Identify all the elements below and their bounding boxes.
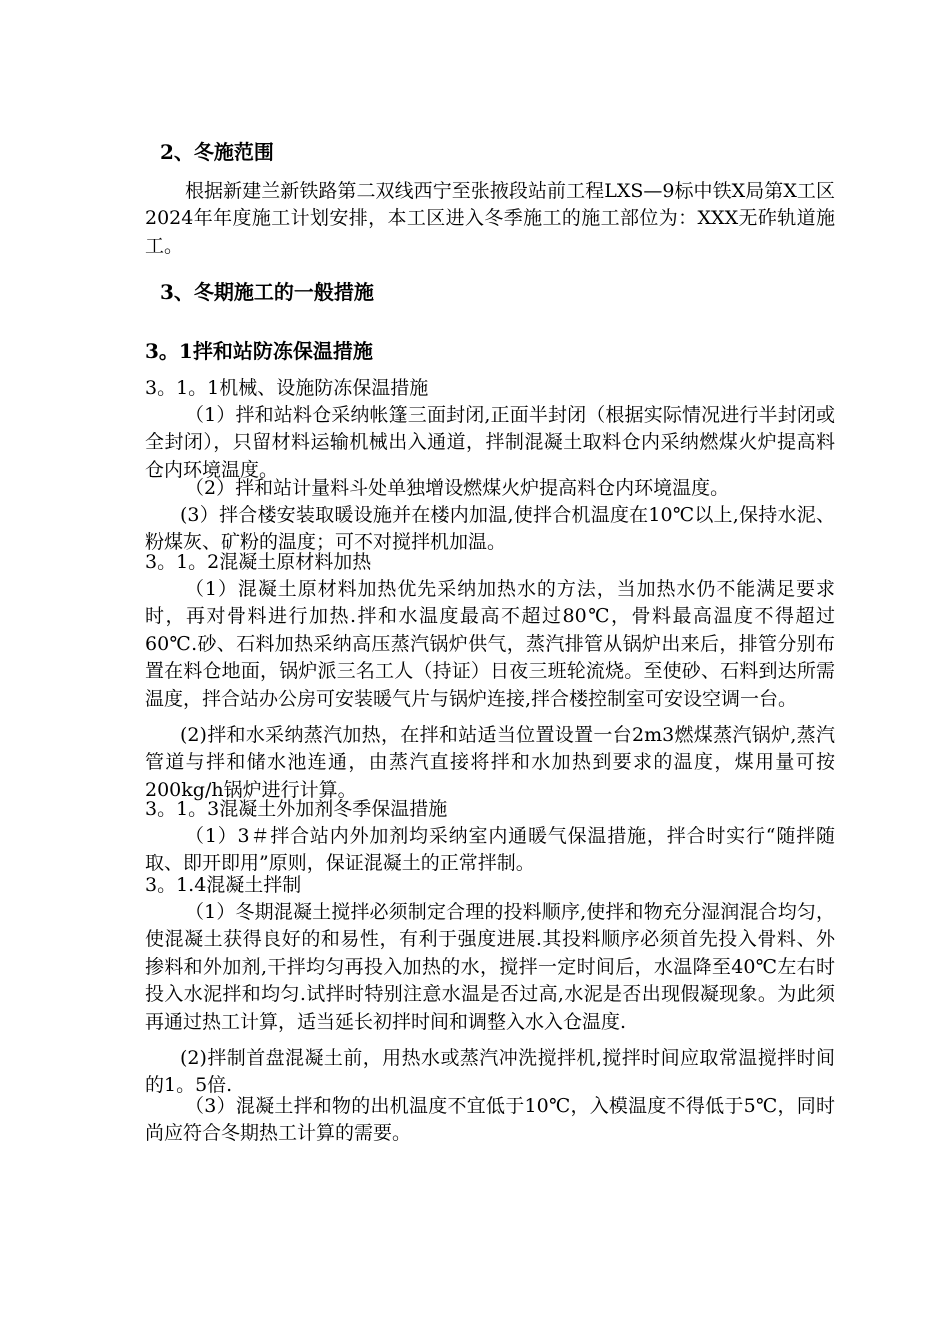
subheading-3-1-4: 3。1.4混凝土拌制 <box>145 874 302 896</box>
paragraph-3-1-2-item-2: (2)拌和水采纳蒸汽加热，在拌和站适当位置设置一台2m3燃煤蒸汽锅炉,蒸汽管道与拌和储水池连通，由蒸汽直接将拌和水加热到要求的温度，煤用量可按200kg/h锅炉进行计算。 <box>145 724 835 801</box>
paragraph-3-1-1-item-1: （1）拌和站料仓采纳帐篷三面封闭,正面半封闭（根据实际情况进行半封闭或全封闭），只留材料运输机械出入通道，拌制混凝土取料仓内采纳燃煤火炉提高料仓内环境温度。 <box>145 404 835 481</box>
paragraph-3-1-1-item-3: (3）拌合楼安装取暖设施并在楼内加温,使拌合机温度在10℃以上,保持水泥、粉煤灰、矿粉的温度；可不对搅拌机加温。 <box>145 504 835 554</box>
heading-winter-scope: 2、冬施范围 <box>160 140 274 164</box>
subheading-3-1-1: 3。1。1机械、设施防冻保温措施 <box>145 377 429 399</box>
paragraph-3-1-1-item-2: （2）拌和站计量料斗处单独增设燃煤火炉提高料仓内环境温度。 <box>185 477 730 499</box>
paragraph-3-1-4-item-3: （3）混凝土拌和物的出机温度不宜低于10℃，入模温度不得低于5℃，同时尚应符合冬期热工计算的需要。 <box>145 1095 835 1145</box>
paragraph-3-1-4-item-2: (2)拌制首盘混凝土前，用热水或蒸汽冲洗搅拌机,搅拌时间应取常温搅拌时间的1。5倍. <box>145 1047 835 1097</box>
heading-mixing-station: 3。1拌和站防冻保温措施 <box>145 339 373 363</box>
paragraph-scope: 根据新建兰新铁路第二双线西宁至张掖段站前工程LXS—9标中铁X局第X工区2024年年度施工计划安排，本工区进入冬季施工的施工部位为：XXX无砟轨道施工。 <box>145 180 835 257</box>
paragraph-3-1-3-item-1: （1）3＃拌合站内外加剂均采纳室内通暖气保温措施，拌合时实行“随拌随取、即开即用”原则，保证混凝土的正常拌制。 <box>145 825 835 875</box>
subheading-3-1-3: 3。1。3混凝土外加剂冬季保温措施 <box>145 798 448 820</box>
heading-general-measures: 3、冬期施工的一般措施 <box>160 280 374 304</box>
paragraph-3-1-4-item-1: （1）冬期混凝土搅拌必须制定合理的投料顺序,使拌和物充分湿润混合均匀，使混凝土获得良好的和易性，有利于强度进展.其投料顺序必须首先投入骨料、外掺料和外加剂,干拌均匀再投入加热的水，搅拌一定时间后，水温降至40℃左右时投入水泥拌和均匀.试拌时特别注意水温是否过高,水泥是否出现假凝现象。为此须再通过热工计算，适当延长初拌时间和调整入水入仓温度. <box>145 901 835 1033</box>
paragraph-3-1-2-item-1: （1）混凝土原材料加热优先采纳加热水的方法，当加热水仍不能满足要求时，再对骨料进行加热.拌和水温度最高不超过80℃，骨料最高温度不得超过60℃.砂、石料加热采纳高压蒸汽锅炉供气，蒸汽排管从锅炉出来后，排管分别布置在料仓地面，锅炉派三名工人（持证）日夜三班轮流烧。至使砂、石料到达所需温度，拌合站办公房可安装暖气片与锅炉连接,拌合楼控制室可安设空调一台。 <box>145 578 835 710</box>
subheading-3-1-2: 3。1。2混凝土原材料加热 <box>145 551 372 573</box>
